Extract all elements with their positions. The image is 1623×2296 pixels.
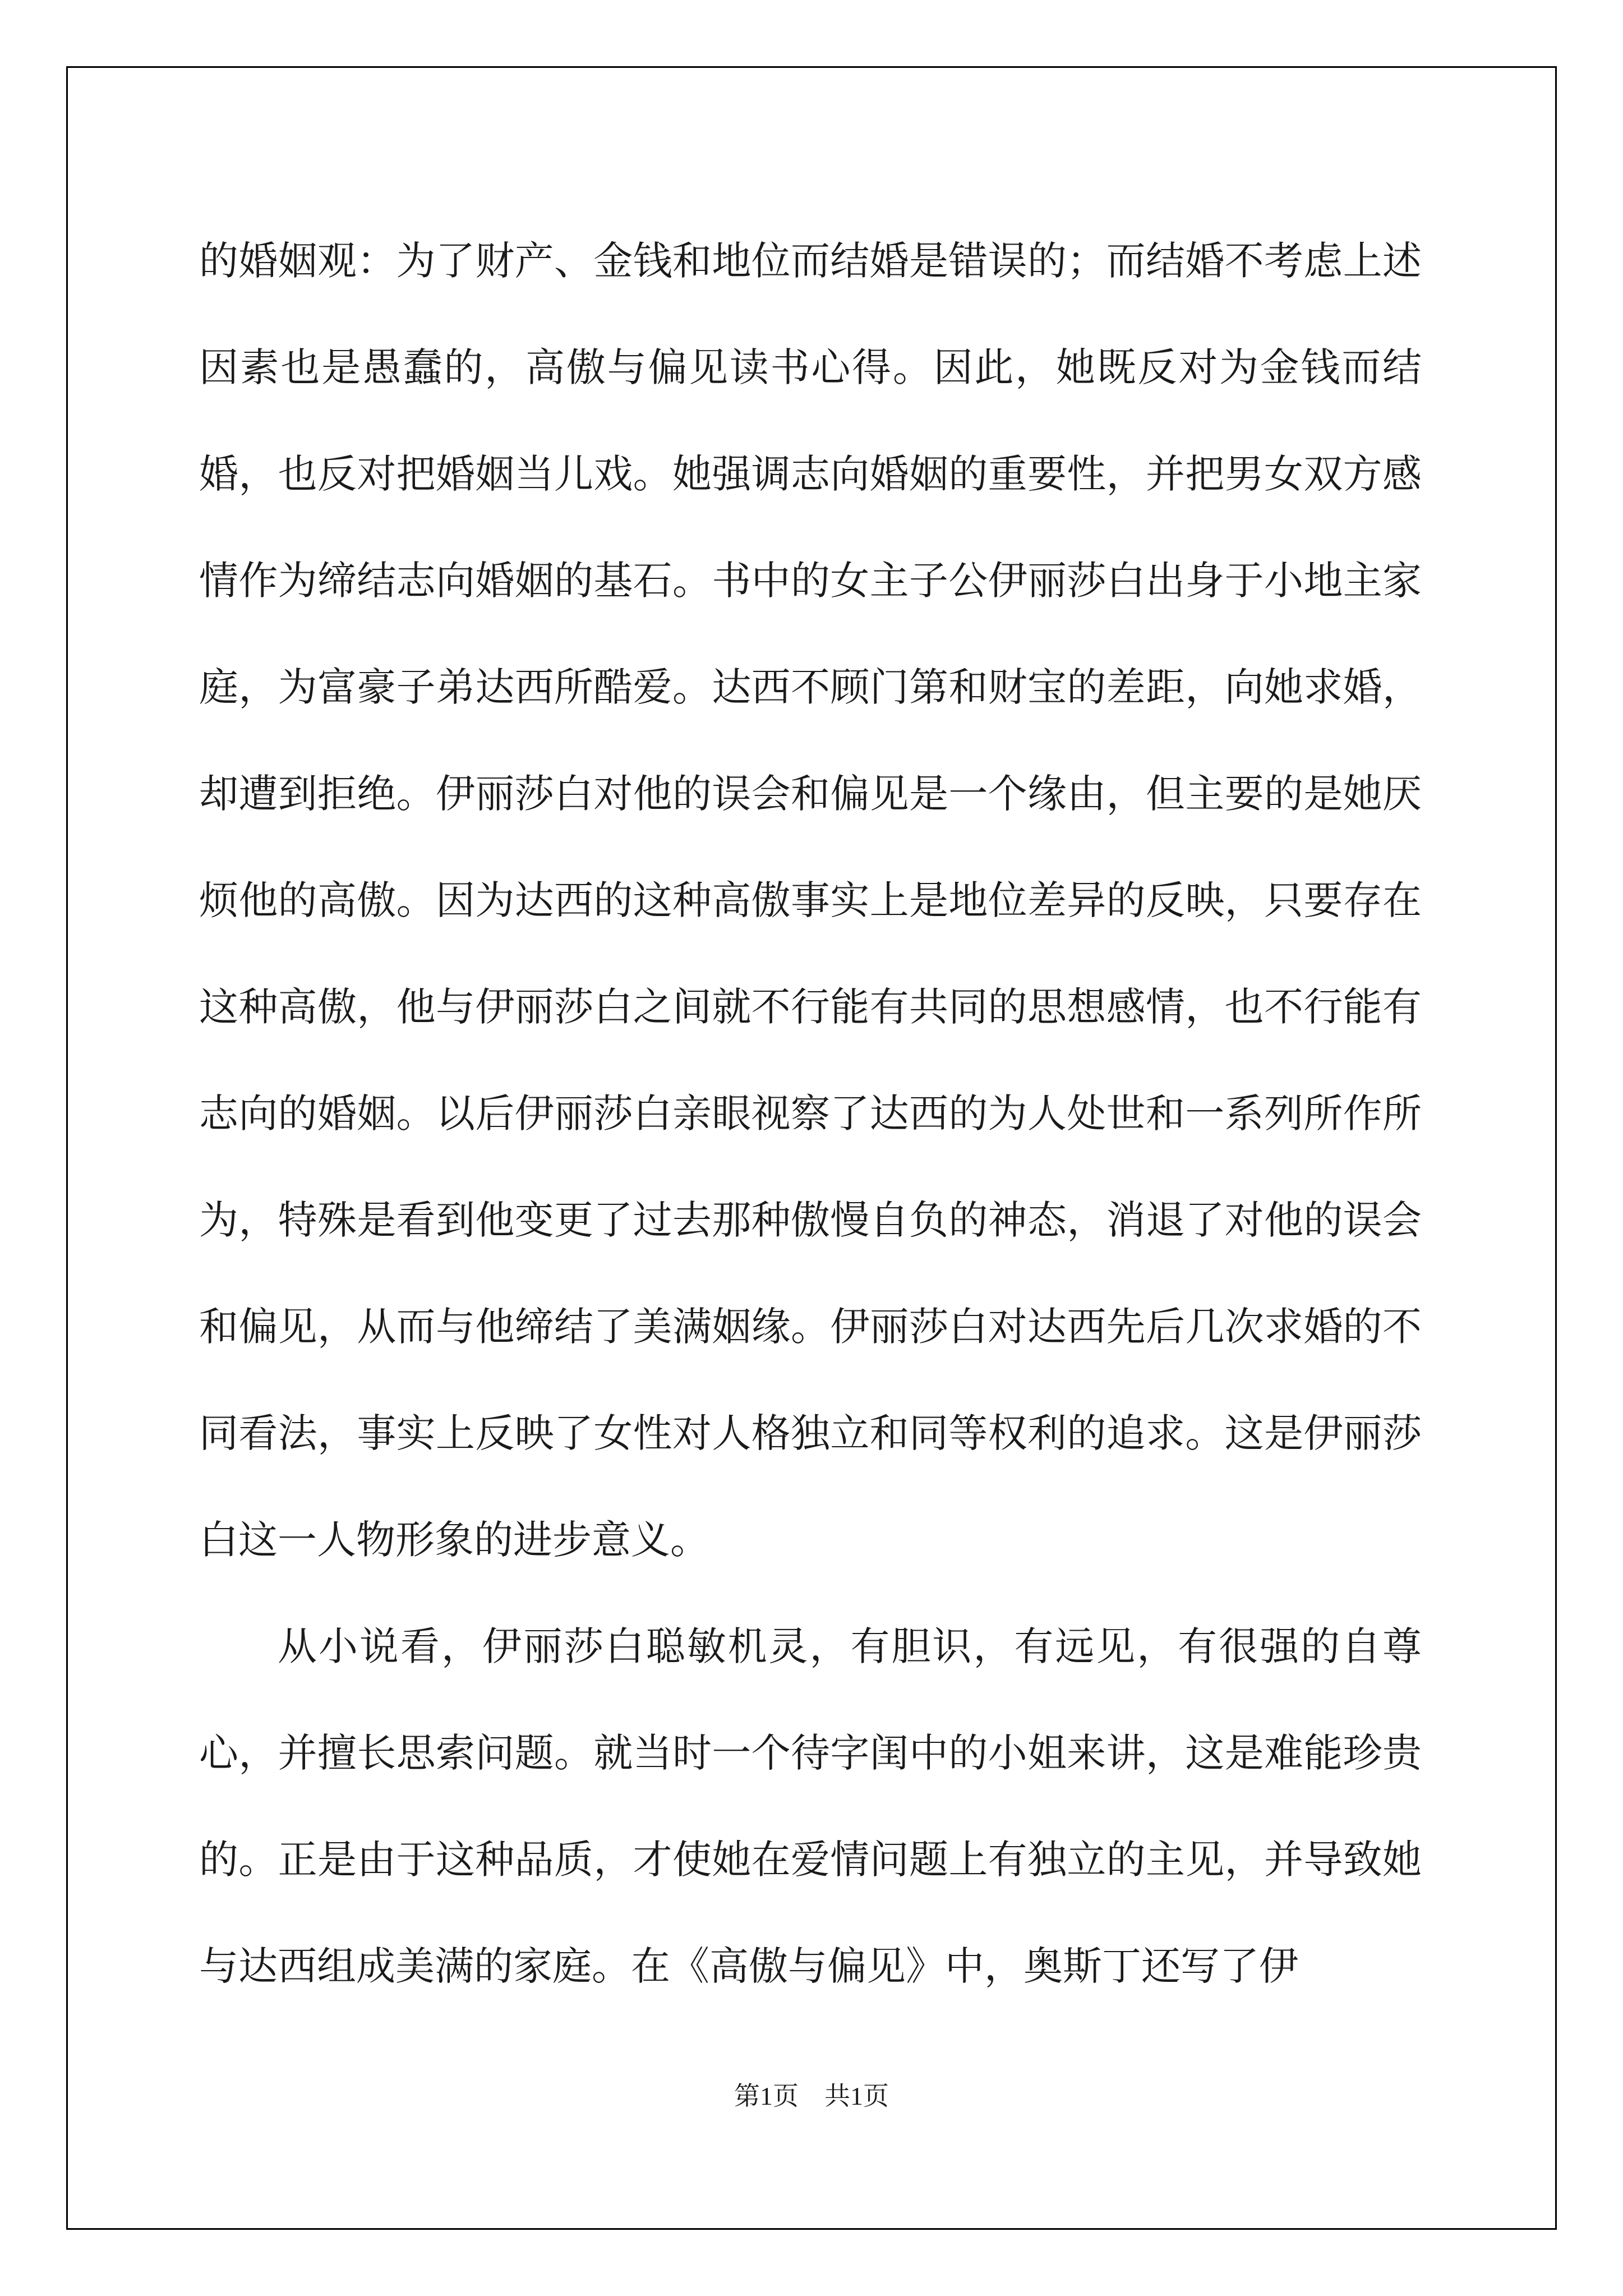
document-body [199, 208, 1422, 2019]
page-number: 第1页 [734, 2082, 799, 2110]
page-footer [0, 2076, 1623, 2113]
paragraph-1: 的婚姻观：为了财产、金钱和地位而结婚是错误的；而结婚不考虑上述因素也是愚蠢的，高傲与偏见读书心得。因此，她既反对为金钱而结婚，也反对把婚姻当儿戏。她强调志向婚姻的重要性，并把男女双方感情作为缔结志向婚姻的基石。书中的女主子公伊丽莎白出身于小地主家庭，为富豪子弟达西所酷爱。达西不顾门第和财宝的差距，向她求婚，却遭到拒绝。伊丽莎白对他的误会和偏见是一个缘由，但主要的是她厌烦他的高傲。因为达西的这种高傲事实上是地位差异的反映，只要存在这种高傲，他与伊丽莎白之间就不行能有共同的思想感情，也不行能有志向的婚姻。以后伊丽莎白亲眼视察了达西的为人处世和一系列所作所为，特殊是看到他变更了过去那种傲慢自负的神态，消退了对他的误会和偏见，从而与他缔结了美满姻缘。伊丽莎白对达西先后几次求婚的不同看法，事实上反映了女性对人格独立和同等权利的追求。这是伊丽莎白这一人物形象的进步意义。 [199, 238, 1422, 1563]
page-total: 共1页 [824, 2082, 889, 2110]
paragraph-2: 从小说看，伊丽莎白聪敏机灵，有胆识，有远见，有很强的自尊心，并擅长思索问题。就当时一个待字闺中的小姐来讲，这是难能珍贵的。正是由于这种品质，才使她在爱情问题上有独立的主见，并导致她与达西组成美满的家庭。在《高傲与偏见》中，奥斯丁还写了伊 [199, 1623, 1422, 1989]
